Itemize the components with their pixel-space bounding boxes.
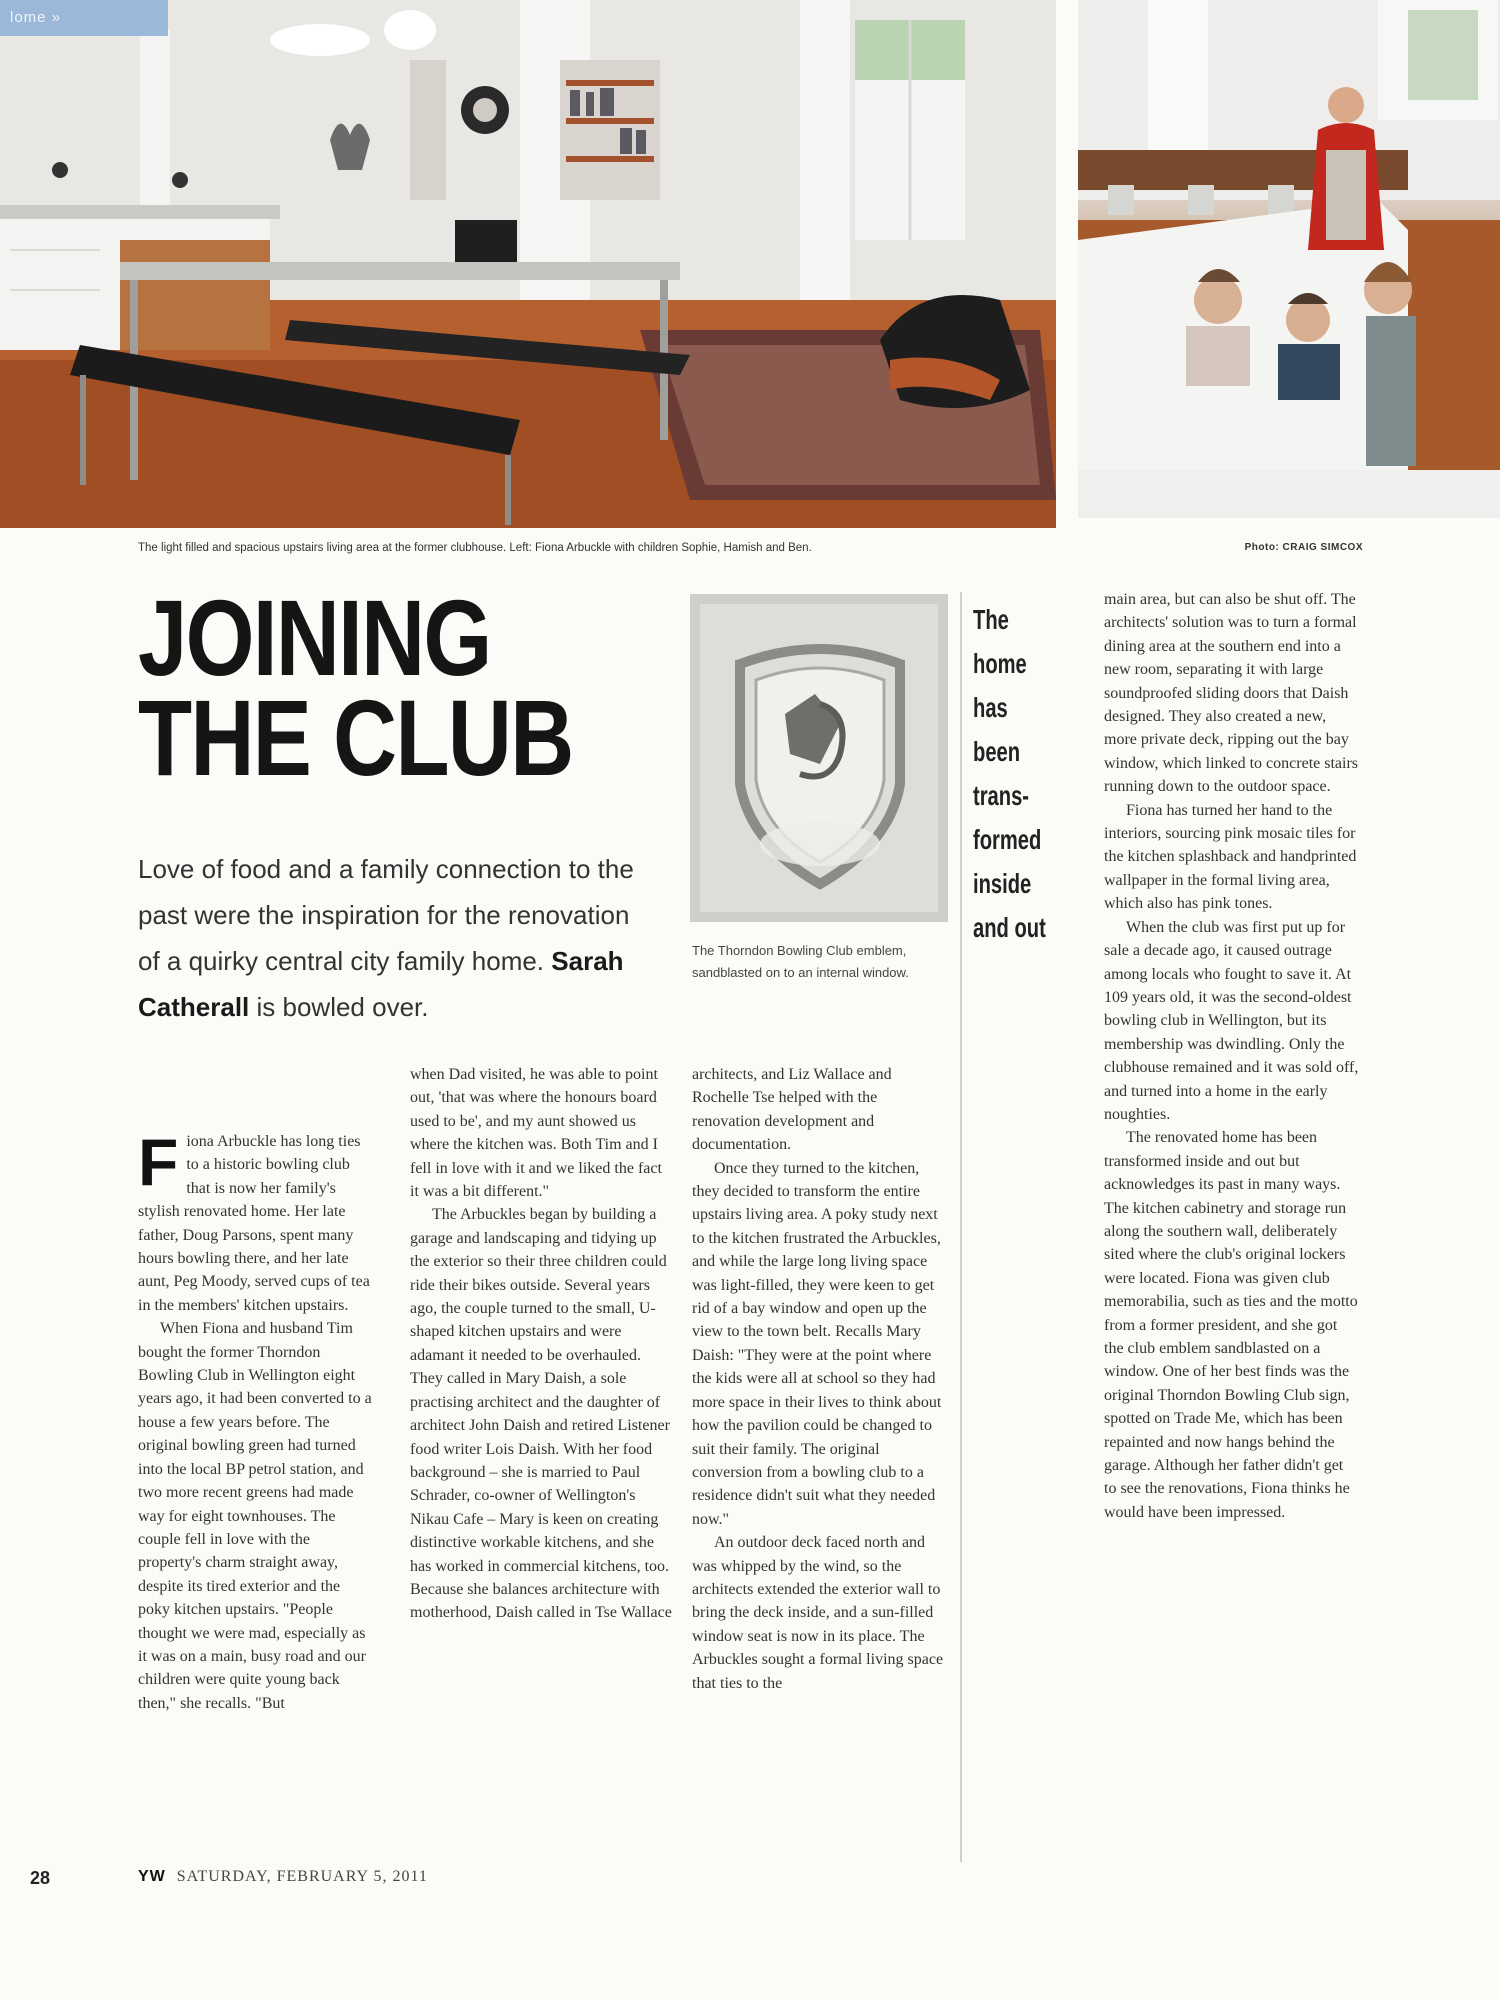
standfirst-tail: is bowled over.	[256, 992, 429, 1022]
headline-line-2: THE CLUB	[138, 677, 573, 798]
headline-line-1: JOINING	[138, 577, 491, 698]
living-area-illustration	[0, 0, 1056, 528]
photo-caption-row	[138, 542, 1363, 566]
page-footer	[138, 1868, 428, 1886]
photo-caption: The light filled and spacious upstairs living area at the former clubhouse. Left: Fiona Arbuckle with children Sophie, Hamish and Ben.	[138, 542, 812, 554]
paragraph: An outdoor deck faced north and was whipped by the wind, so the architects extended the exterior wall to bring the deck inside, and a sun-filled window seat is now in its place. The Arbuckles sought a formal living space that ties to the	[692, 1534, 944, 1692]
paragraph: When Fiona and husband Tim bought the former Thorndon Bowling Club in Wellington eight years ago, it had been converted to a house a few years before. The original bowling green had turned into the local BP petrol station, and two more recent greens had made way for eight townhouses. The couple fell in love with the property's charm straight away, despite its tired exterior and the poky kitchen upstairs. "People thought we were mad, especially as it was on a main, busy road and our children were quite young back then," she recalls. "But	[138, 1320, 372, 1712]
pull-quote: The home has been trans-formed inside and out	[973, 604, 1046, 943]
page-number: 28	[30, 1868, 51, 1888]
paragraph	[138, 1130, 373, 1317]
byline: Sarah Catherall	[138, 946, 624, 1022]
paragraph: architects, and Liz Wallace and Rochelle Tse helped with the renovation development and documentation.	[692, 1066, 892, 1154]
standfirst	[138, 846, 658, 1030]
paragraph-text: iona Arbuckle has long ties to a historic bowling club that is now her family's stylish renovated home. Her late father, Doug Parsons, spent many hours bowling there, and her late aunt, Peg Moody, served cups of tea in the members' kitchen upstairs.	[138, 1133, 370, 1314]
magazine-brand: YW	[138, 1868, 166, 1885]
paragraph: main area, but can also be shut off. The architects' solution was to turn a formal dining area at the southern end into a new room, separating it with large soundproofed sliding doors that Daish designed. They also created a new, more private deck, ripping out the bay window, which linked to concrete stairs running down to the outdoor space.	[1104, 591, 1359, 796]
living-area-photo	[0, 0, 1056, 528]
paragraph: Fiona has turned her hand to the interiors, sourcing pink mosaic tiles for the kitchen splashback and handprinted wallpaper in the formal living area, which also has pink tones.	[1104, 801, 1357, 913]
bowling-club-emblem-icon	[690, 594, 948, 922]
double-chevron-icon: »	[51, 9, 62, 26]
issue-date: SATURDAY, FEBRUARY 5, 2011	[176, 1868, 428, 1885]
paragraph: The Arbuckles began by building a garage and landscaping and tidying up the exterior so their three children could ride their bikes outside. Several years ago, the couple turned to the small, U-shaped kitchen upstairs and were adamant it needed to be overhauled. They called in Mary Daish, a sole practising architect and the daughter of architect John Daish and retired Listener food writer Lois Daish. With her food background – she is married to Paul Schrader, co-owner of Wellington's Nikau Cafe – Mary is keen on creating distinctive workable kitchens, and she has worked in commercial kitchens, too. Because she balances architecture with motherhood, Daish called in Tse Wallace	[410, 1206, 672, 1622]
photo-credit: Photo: CRAIG SIMCOX	[1244, 542, 1363, 553]
emblem-window-photo	[690, 594, 948, 922]
section-tab	[0, 0, 168, 36]
paragraph: Once they turned to the kitchen, they decided to transform the entire upstairs living area. A poky study next to the kitchen frustrated the Arbuckles, and while the large long living space was light-filled, they were keen to get rid of a bay window and open up the view to the town belt. Recalls Mary Daish: "They were at the point where the kids were all at school so they had more space in their lives to think about how the pavilion could be changed to suit their family. The original conversion from a bowling club to a residence didn't suit what they needed now."	[692, 1159, 942, 1528]
standfirst-text: Love of food and a family connection to the past were the inspiration for the renovation of a quirky central city family home.	[138, 854, 634, 976]
emblem-caption: The Thorndon Bowling Club emblem, sandblasted on to an internal window.	[692, 943, 909, 980]
paragraph: The renovated home has been transformed inside and out but acknowledges its past in many ways. The kitchen cabinetry and storage run along the southern wall, deliberately sited where the club's original lockers were located. Fiona was given club memorabilia, such as ties and the motto from a former president, and she got the club emblem sandblasted on a window. One of her best finds was the original Thorndon Bowling Club sign, spotted on Trade Me, which has been repainted and now hangs behind the garage. Although her father didn't get to see the renovations, Fiona thinks he would have been impressed.	[1104, 1129, 1358, 1521]
paragraph: when Dad visited, he was able to point out, 'that was where the honours board used to be', and my aunt showed us where the kitchen was. Both Tim and I fell in love with it and we liked the fact it was a bit different."	[410, 1066, 662, 1201]
column-divider	[960, 592, 962, 1862]
drop-cap: F	[138, 1130, 179, 1199]
paragraph: When the club was first put up for sale a decade ago, it caused outrage among locals who fought to save it. At 109 years old, it was the second-oldest bowling club in Wellington, but its membership was dwindling. Only the clubhouse remained and it was sold off, and turned into a home in the early noughties.	[1104, 918, 1359, 1123]
family-portrait-illustration	[1078, 0, 1500, 518]
family-portrait-photo	[1078, 0, 1500, 518]
body-column-1	[138, 1130, 373, 1820]
body-column-2	[410, 1063, 672, 1821]
body-column-4	[1104, 588, 1359, 1823]
body-column-3	[692, 1063, 947, 1823]
headline	[138, 577, 573, 798]
section-tab-label: lome	[10, 9, 47, 26]
